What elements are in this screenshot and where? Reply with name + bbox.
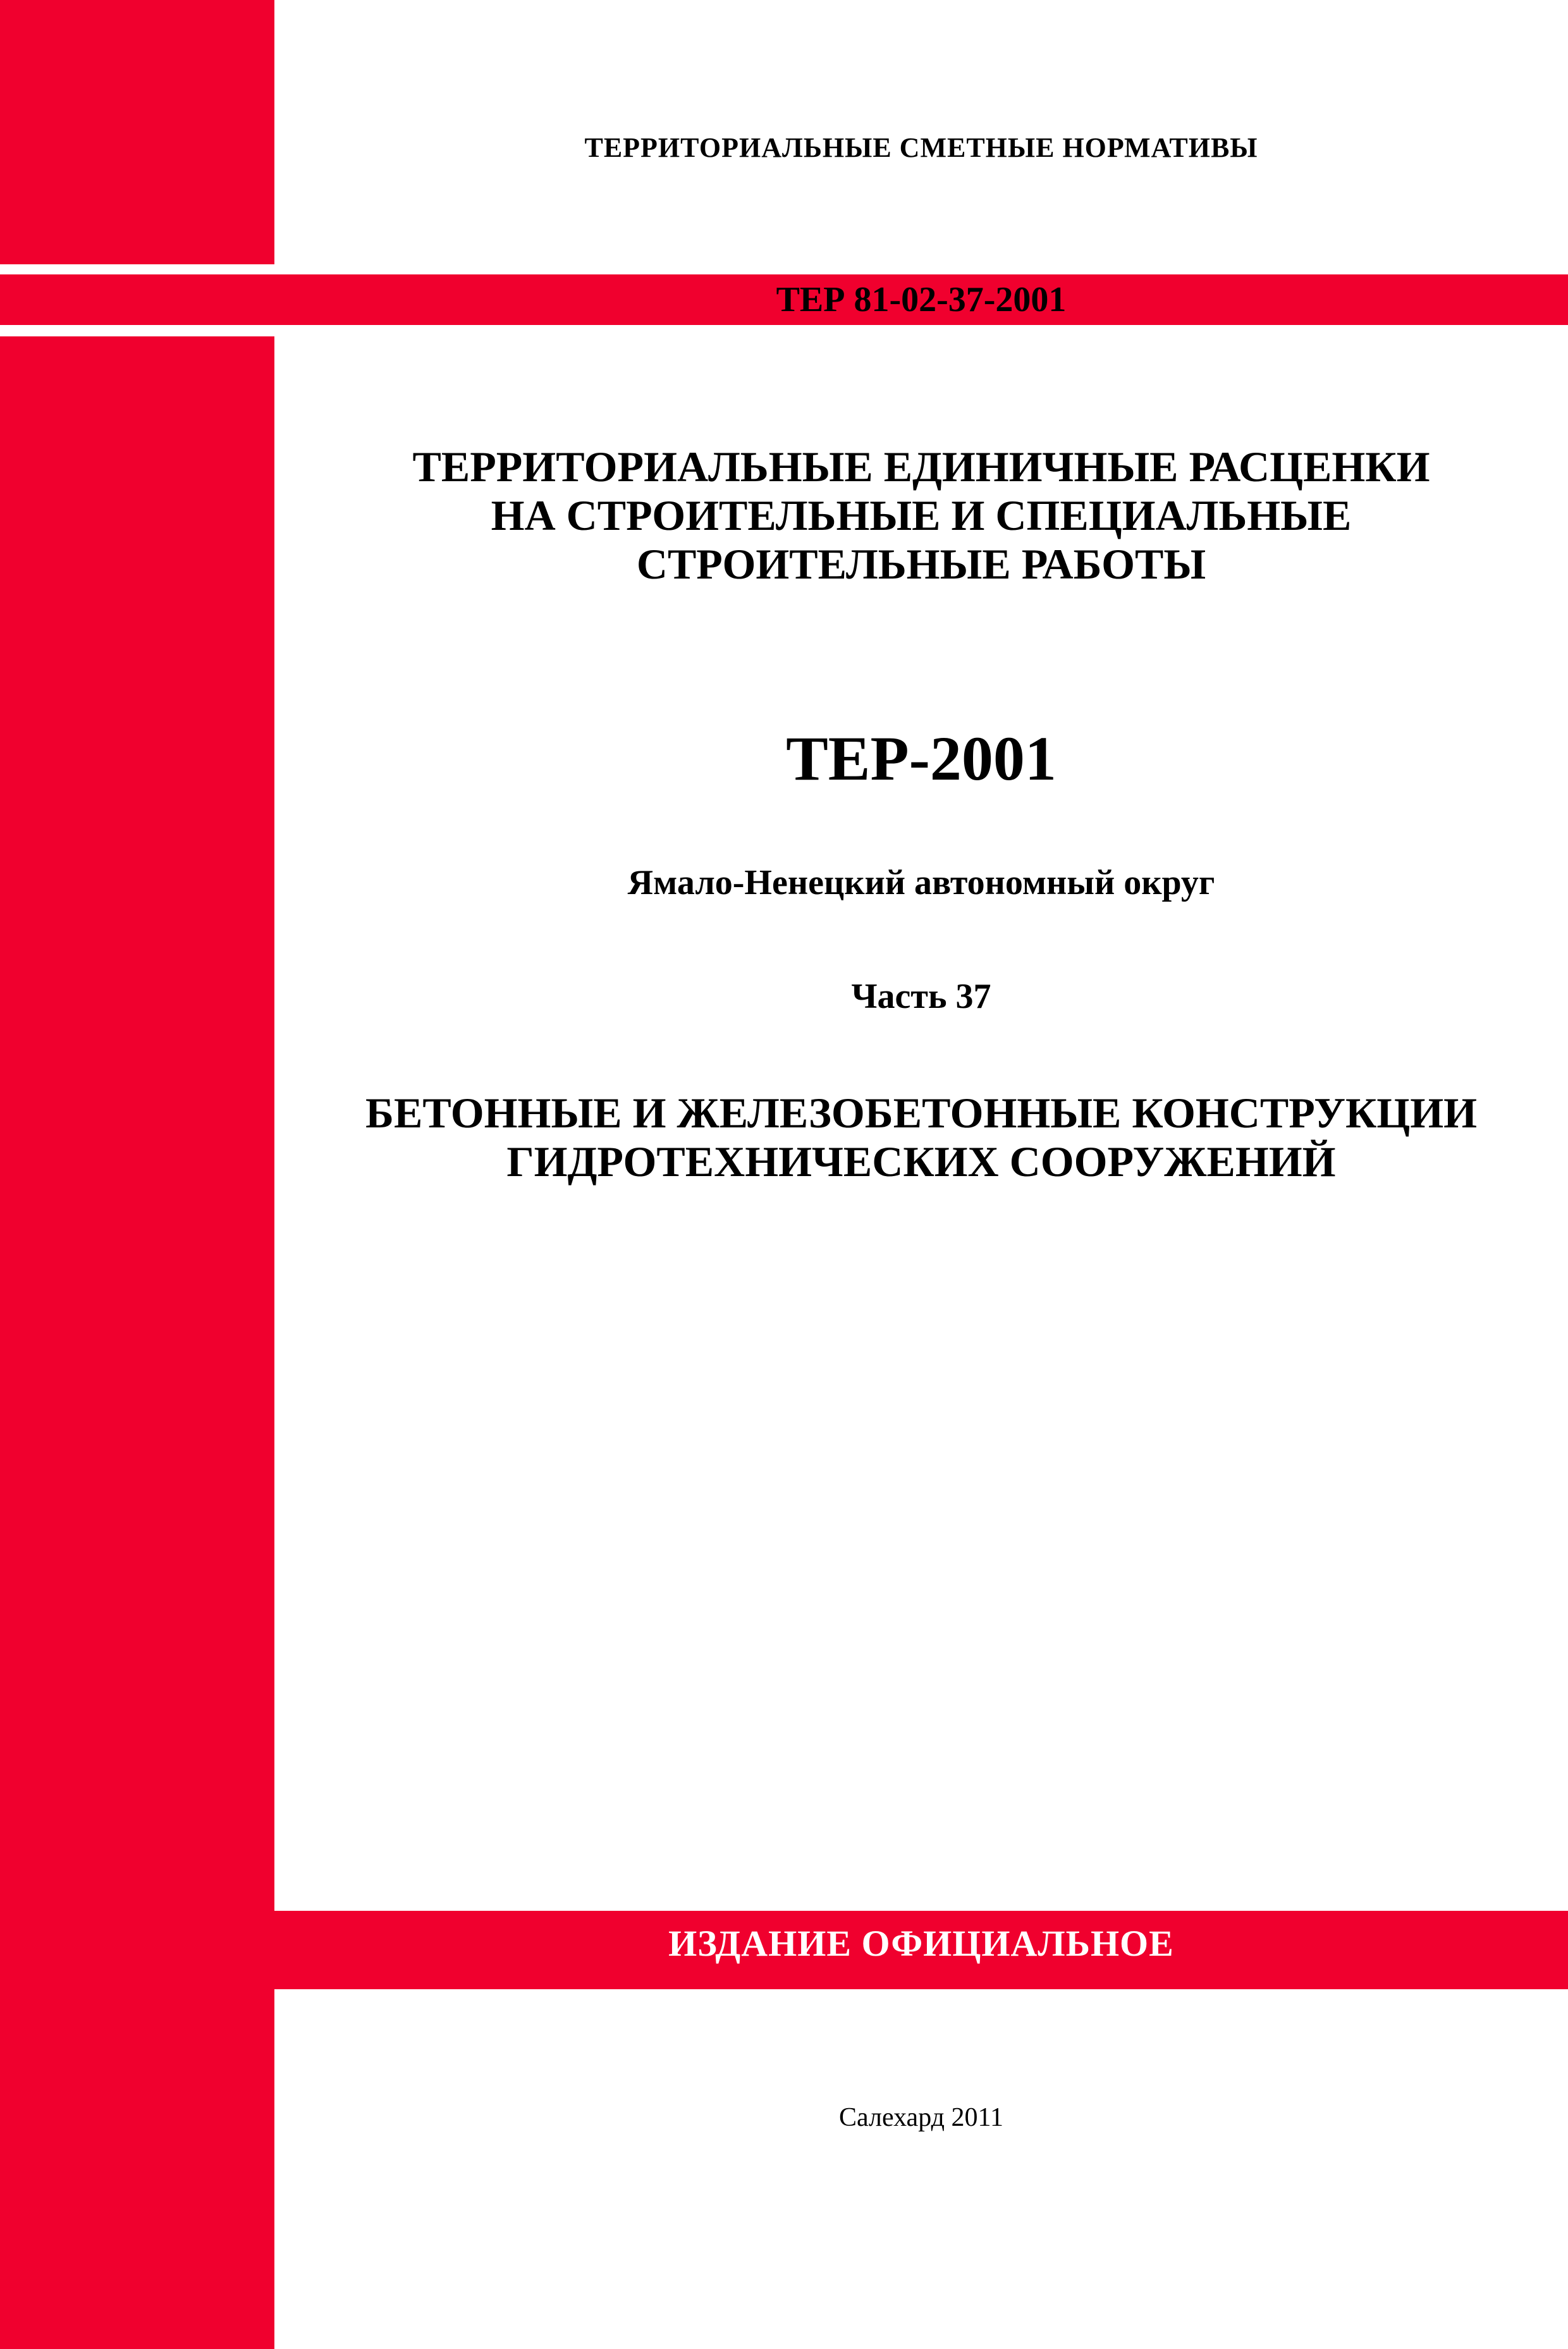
main-title — [274, 443, 1568, 588]
part-number: Часть 37 — [851, 977, 991, 1016]
part-title-line: ГИДРОТЕХНИЧЕСКИХ СООРУЖЕНИЙ — [506, 1137, 1336, 1186]
edition-label: ИЗДАНИЕ ОФИЦИАЛЬНОЕ — [668, 1923, 1174, 1964]
part-title-line: БЕТОННЫЕ И ЖЕЛЕЗОБЕТОННЫЕ КОНСТРУКЦИИ — [365, 1089, 1477, 1137]
part-title — [274, 1089, 1568, 1186]
left-red-block-bottom — [0, 2006, 274, 2218]
short-code: ТЕР-2001 — [786, 723, 1057, 794]
series-title: ТЕРРИТОРИАЛЬНЫЕ СМЕТНЫЕ НОРМАТИВЫ — [584, 132, 1258, 163]
document-code: ТЕР 81-02-37-2001 — [776, 280, 1067, 319]
region: Ямало-Ненецкий автономный округ — [627, 863, 1215, 902]
imprint: Салехард 2011 — [839, 2103, 1003, 2132]
main-title-line: СТРОИТЕЛЬНЫЕ РАБОТЫ — [636, 539, 1206, 588]
left-red-block-top — [0, 0, 274, 264]
main-title-line: НА СТРОИТЕЛЬНЫЕ И СПЕЦИАЛЬНЫЕ — [491, 491, 1352, 539]
main-title-line: ТЕРРИТОРИАЛЬНЫЕ ЕДИНИЧНЫЕ РАСЦЕНКИ — [412, 443, 1430, 491]
